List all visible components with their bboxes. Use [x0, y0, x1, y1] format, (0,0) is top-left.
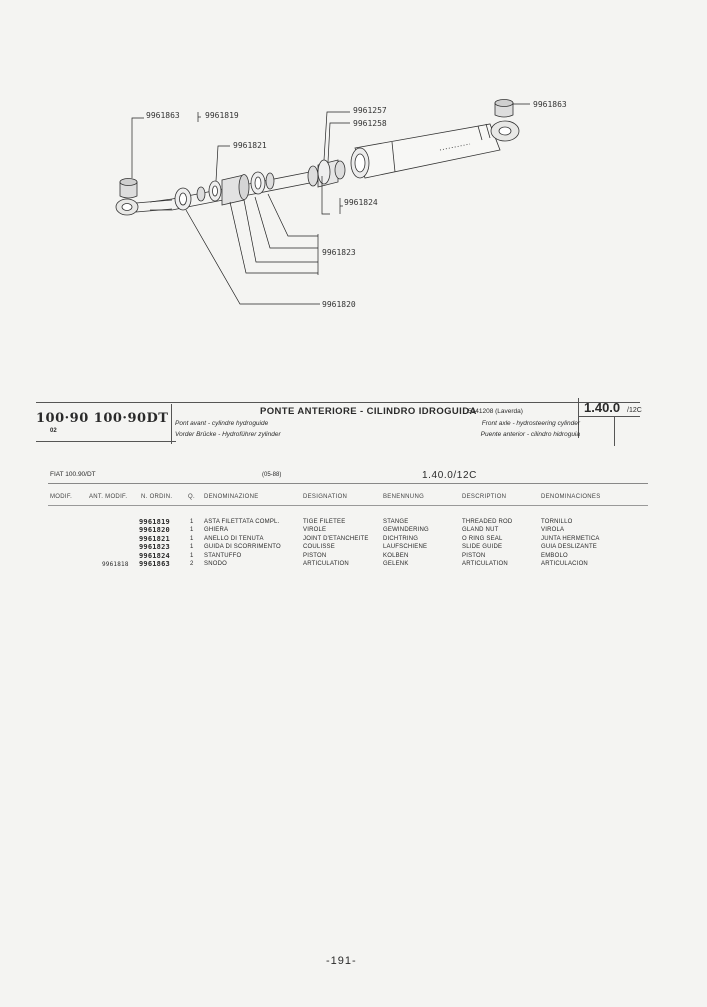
callout-9961863-left: 9961863	[146, 111, 180, 120]
cell-es: ARTICULACION	[541, 561, 588, 567]
table-row	[0, 544, 707, 552]
cell-es: GUIA DESLIZANTE	[541, 544, 598, 551]
piston-icon	[308, 160, 345, 187]
cell-fr: PISTON	[303, 552, 327, 559]
col-description: DESCRIPTION	[462, 494, 507, 500]
col-modif: MODIF.	[50, 494, 73, 500]
left-bushing-icon	[120, 179, 137, 199]
cell-num: 9961823	[139, 543, 170, 552]
left-rod-eye-icon	[116, 199, 172, 215]
section-ref-sub: /12C	[627, 407, 642, 414]
exploded-parts-diagram	[0, 0, 707, 340]
col-ant-modif: ANT. MODIF.	[89, 494, 128, 500]
list-date: (05-88)	[262, 472, 282, 478]
cell-num: 9961821	[139, 534, 170, 543]
cell-q: 1	[190, 535, 194, 542]
header-divider-left	[171, 404, 172, 444]
seal-rings-icon	[175, 172, 274, 210]
cell-fr: JOINT D'ETANCHEITE	[303, 535, 369, 542]
cell-q: 1	[190, 544, 194, 551]
right-rod-eye-icon	[491, 121, 519, 141]
cell-de: LAUFSCHIENE	[383, 544, 428, 551]
col-denominaciones: DENOMINACIONES	[541, 494, 601, 500]
model-name: 100·90 100·90DT	[36, 411, 169, 426]
title-german: Vorder Brücke - Hydroführer zylinder	[175, 431, 281, 438]
cell-num: 9961824	[139, 551, 170, 560]
cell-it: ASTA FILETTATA COMPL.	[204, 519, 280, 525]
list-ref: 1.40.0/12C	[422, 470, 477, 481]
col-benennung: BENENNUNG	[383, 494, 425, 500]
header-top-rule	[36, 402, 640, 403]
callout-9961257: 9961257	[353, 106, 387, 115]
callout-9961258: 9961258	[353, 119, 387, 128]
header-bottom-rule	[36, 441, 176, 442]
cell-de: KOLBEN	[383, 552, 409, 559]
cell-es: TORNILLO	[541, 519, 573, 525]
section-code: 5141208 (Laverda)	[468, 408, 523, 415]
cell-fr: ARTICULATION	[303, 561, 349, 567]
cell-en: GLAND NUT	[462, 527, 499, 534]
cell-q: 2	[190, 561, 194, 567]
callout-9961824: 9961824	[344, 198, 378, 207]
cell-fr: COULISSE	[303, 544, 335, 551]
col-designation: DESIGNATION	[303, 494, 348, 500]
cell-en: ARTICULATION	[462, 561, 508, 567]
model-variant: 02	[50, 428, 57, 434]
header-ref-divider	[614, 416, 615, 446]
page-number: -191-	[326, 955, 357, 967]
cell-it: GUIDA DI SCORRIMENTO	[204, 544, 281, 551]
cell-fr: TIGE FILETEE	[303, 519, 346, 525]
cell-de: STANGE	[383, 519, 409, 525]
cell-es: JUNTA HERMETICA	[541, 535, 600, 542]
callout-9961820: 9961820	[322, 300, 356, 309]
cell-num: 9961819	[139, 518, 170, 526]
cell-it: ANELLO DI TENUTA	[204, 535, 264, 542]
cell-es: VIROLA	[541, 527, 565, 534]
cell-es: EMBOLO	[541, 552, 568, 559]
table-row	[0, 553, 707, 561]
cell-en: THREADED ROD	[462, 519, 513, 525]
cell-num: 9961820	[139, 526, 170, 535]
cell-it: SNODO	[204, 561, 228, 567]
section-title: PONTE ANTERIORE - CILINDRO IDROGUIDA	[260, 406, 477, 417]
cell-it: STANTUFFO	[204, 552, 242, 559]
callout-9961821: 9961821	[233, 141, 267, 150]
cell-q: 1	[190, 519, 194, 525]
right-bushing-icon	[495, 100, 513, 118]
callout-9961819: 9961819	[205, 111, 239, 120]
cell-en: SLIDE GUIDE	[462, 544, 503, 551]
cell-fr: VIROLE	[303, 527, 327, 534]
title-spanish: Puente anterior - cilindro hidroguia	[480, 431, 580, 438]
cell-en: PISTON	[462, 552, 486, 559]
table-row	[0, 527, 707, 535]
cell-num: 9961863	[139, 560, 170, 568]
cylinder-body-icon	[351, 124, 500, 178]
header-ref-rule	[578, 416, 640, 417]
cell-ant: 9961818	[102, 561, 129, 568]
callout-9961823: 9961823	[322, 248, 356, 257]
title-french: Pont avant - cylindre hydroguide	[175, 420, 269, 427]
table-row	[0, 519, 707, 527]
cell-q: 1	[190, 552, 194, 559]
table-row	[0, 536, 707, 544]
section-ref: 1.40.0	[584, 400, 621, 415]
col-n-ordin: N. ORDIN.	[141, 494, 173, 500]
cell-en: O RING SEAL	[462, 535, 503, 542]
col-denominazione: DENOMINAZIONE	[204, 494, 259, 500]
title-english: Front axle - hydrosteering cylinder	[481, 420, 580, 427]
cell-de: GELENK	[383, 561, 409, 567]
table-row	[0, 561, 707, 569]
list-header-rule	[48, 505, 648, 506]
callout-9961863-right: 9961863	[533, 100, 567, 109]
col-q: Q.	[188, 494, 195, 500]
cell-de: DICHTRING	[383, 535, 419, 542]
list-top-rule	[48, 483, 648, 484]
cell-q: 1	[190, 527, 194, 534]
cell-it: GHIERA	[204, 527, 229, 534]
list-model: FIAT 100.90/DT	[50, 471, 96, 478]
cell-de: GEWINDERING	[383, 527, 429, 534]
